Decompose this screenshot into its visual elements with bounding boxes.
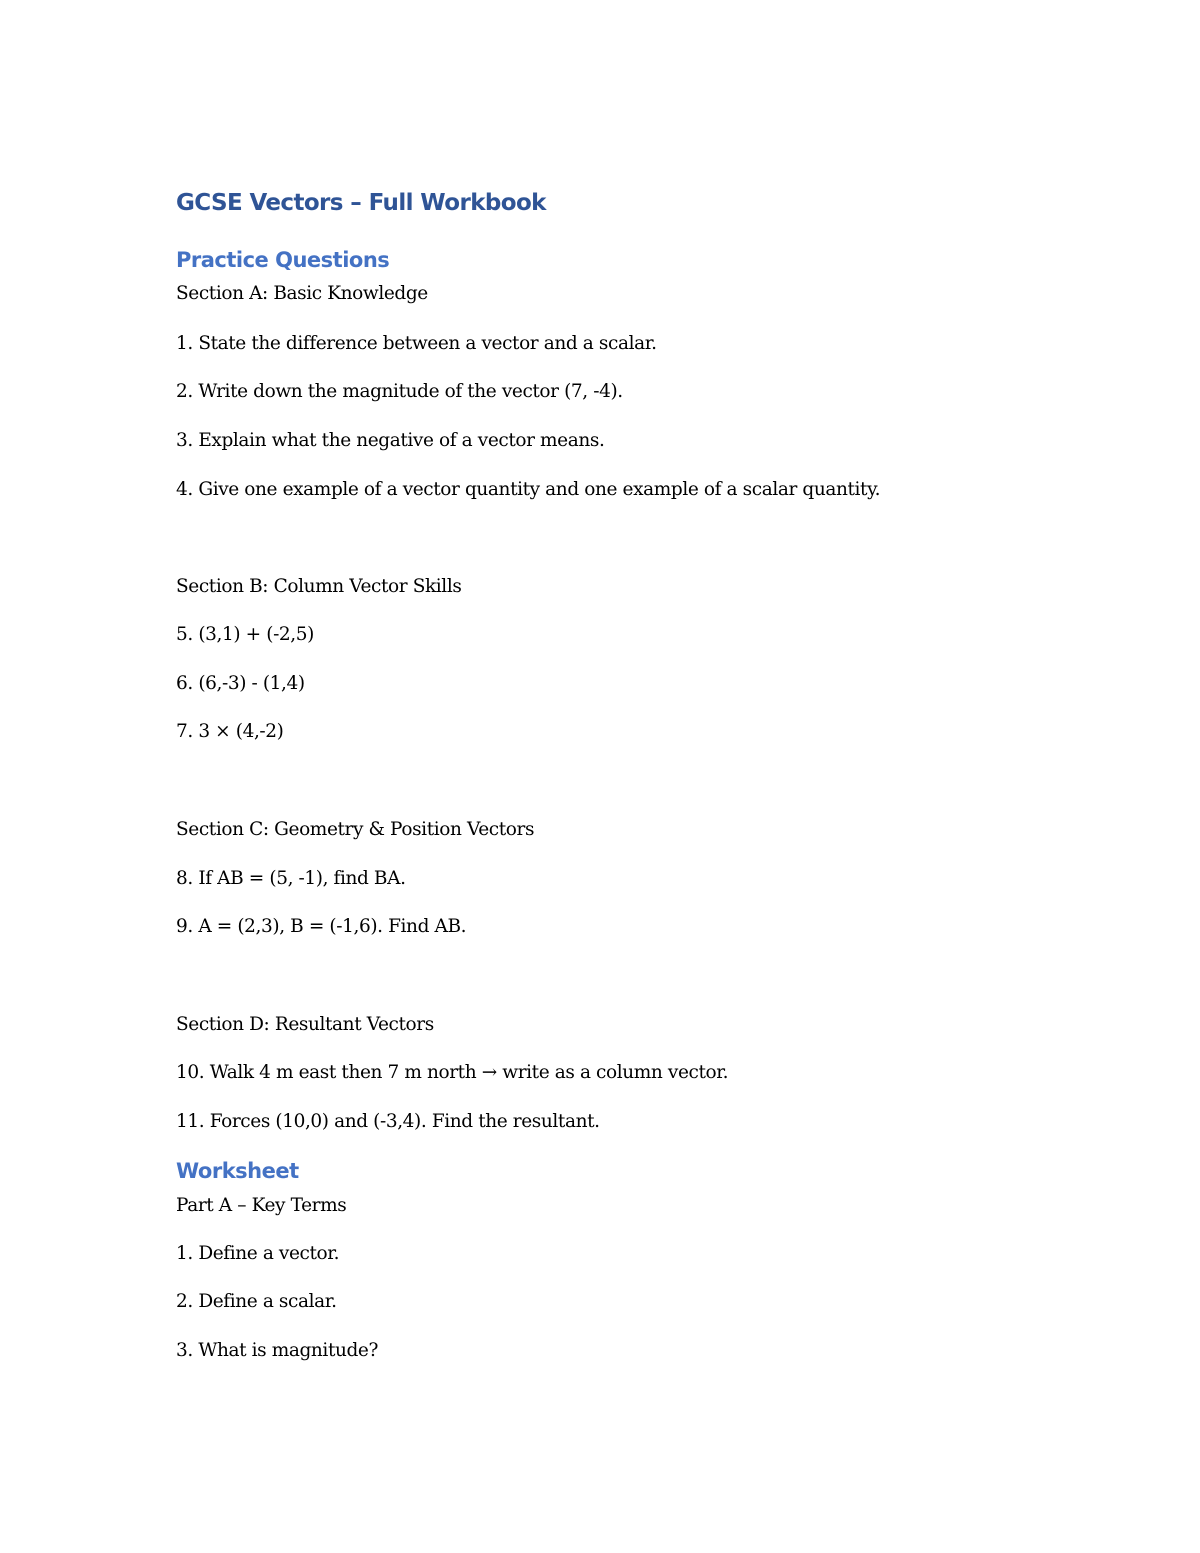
question-6: 6. (6,-3) - (1,4) [176,673,305,694]
document-title: GCSE Vectors – Full Workbook [176,190,546,216]
part-a-title: Part A – Key Terms [176,1195,347,1216]
question-10: 10. Walk 4 m east then 7 m north → write as a column vector. [176,1062,729,1083]
worksheet-item-2: 2. Define a scalar. [176,1291,337,1312]
question-2: 2. Write down the magnitude of the vector (7, -4). [176,381,623,402]
question-8: 8. If AB = (5, -1), find BA. [176,868,406,889]
heading-practice-questions: Practice Questions [176,248,390,272]
question-9: 9. A = (2,3), B = (-1,6). Find AB. [176,916,467,937]
question-1: 1. State the difference between a vector and a scalar. [176,333,657,354]
question-11: 11. Forces (10,0) and (-3,4). Find the resultant. [176,1111,600,1132]
section-c-title: Section C: Geometry & Position Vectors [176,819,535,840]
section-d-title: Section D: Resultant Vectors [176,1014,434,1035]
worksheet-item-3: 3. What is magnitude? [176,1340,379,1361]
section-b-title: Section B: Column Vector Skills [176,576,462,597]
heading-worksheet: Worksheet [176,1159,299,1183]
question-7: 7. 3 × (4,-2) [176,721,284,742]
worksheet-item-1: 1. Define a vector. [176,1243,340,1264]
section-a-title: Section A: Basic Knowledge [176,283,428,304]
question-4: 4. Give one example of a vector quantity and one example of a scalar quantity. [176,479,881,500]
question-3: 3. Explain what the negative of a vector means. [176,430,605,451]
question-5: 5. (3,1) + (-2,5) [176,624,314,645]
